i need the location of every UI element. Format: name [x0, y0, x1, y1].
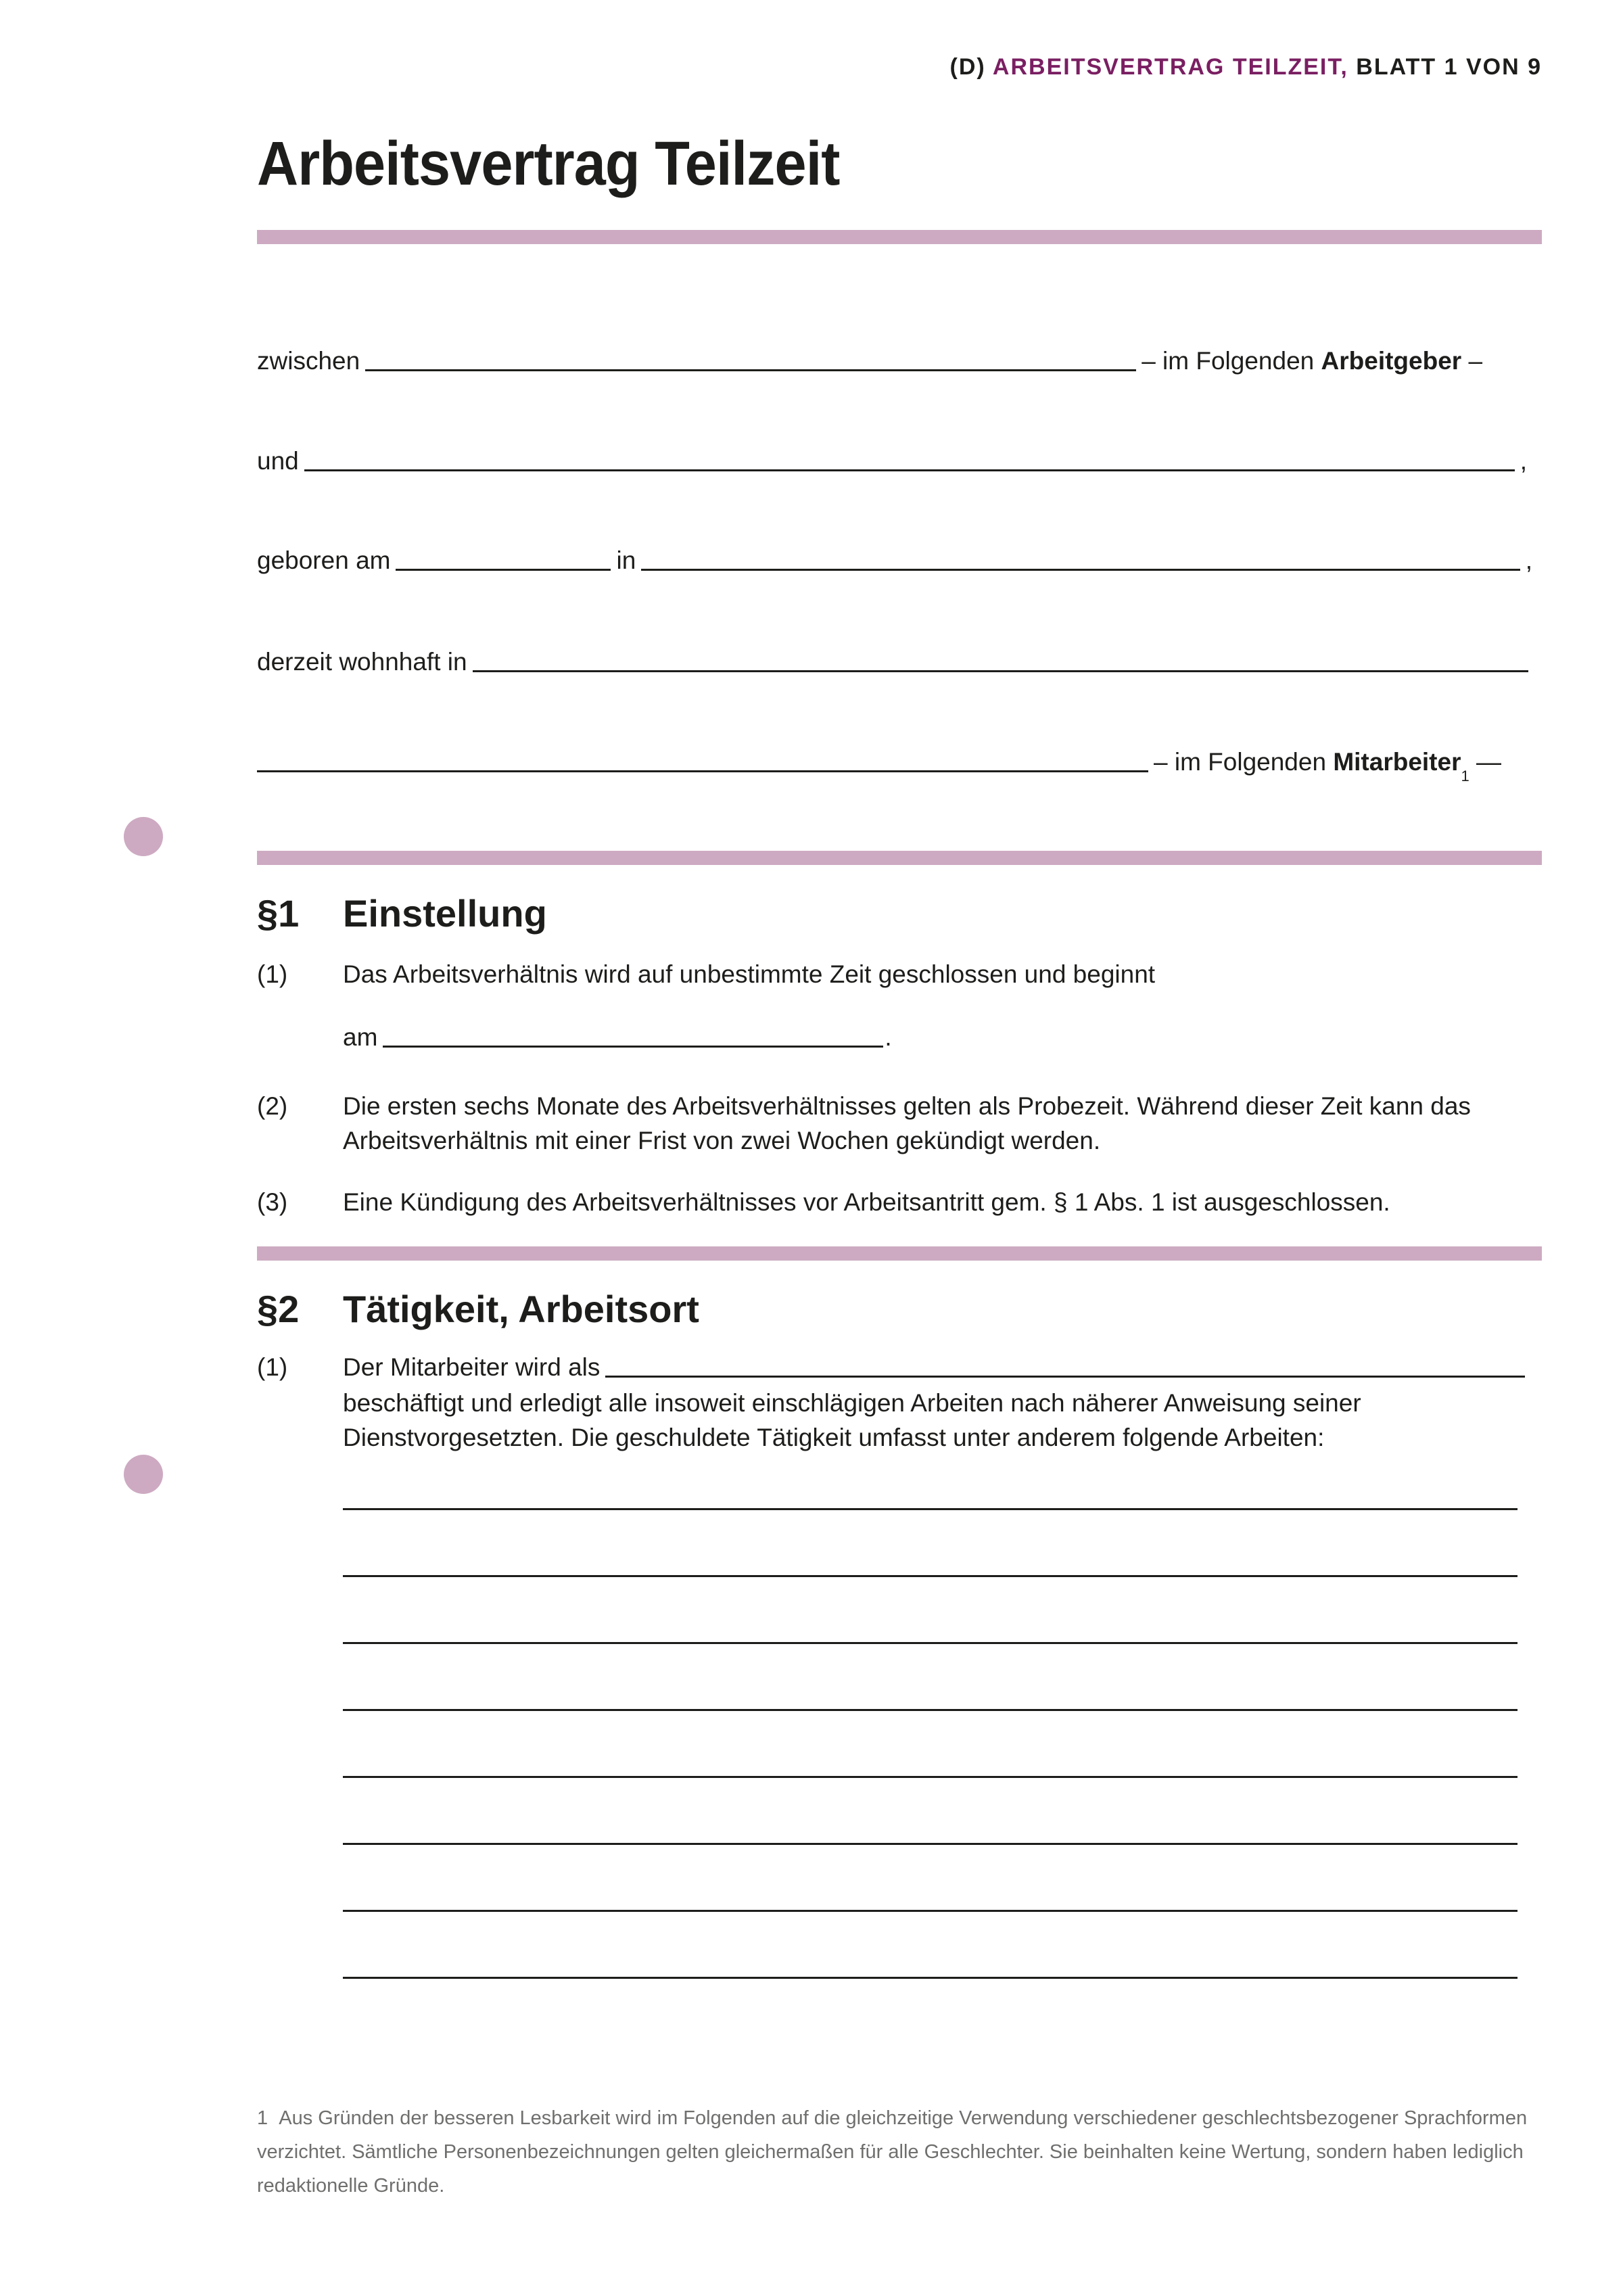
employee-term: Mitarbeiter [1333, 748, 1461, 776]
header-prefix: (D) [949, 54, 993, 80]
residence-row [257, 642, 1542, 676]
employer-name-field[interactable] [365, 369, 1136, 371]
residence-field[interactable] [473, 670, 1528, 672]
duty-line-field[interactable] [343, 1977, 1518, 1979]
residence-field-continued[interactable] [257, 770, 1148, 772]
paragraph [257, 1185, 1542, 1219]
duty-line-field[interactable] [343, 1508, 1518, 1510]
footnote [257, 2101, 1542, 2203]
in-label: in [616, 546, 636, 574]
and-end: , [1520, 447, 1527, 475]
born-end: , [1525, 546, 1532, 574]
resident-label: derzeit wohnhaft in [257, 648, 467, 676]
duty-line-field[interactable] [343, 1709, 1518, 1711]
paragraph [343, 1386, 1526, 1455]
punch-hole-mark [124, 1455, 163, 1494]
divider-bar [257, 851, 1542, 865]
footnote-text: Aus Gründen der besseren Lesbarkeit wird im Folgenden auf die gleichzeitige Verwendung verschiedener geschlechtsbezogener Sprachformen verzichtet. Sämtliche Personenbezeichnungen gelten gleichermaßen für alle Geschlechter. Sie beinhalten keine Wertung, sondern haben lediglich redaktionelle Gründe. [257, 2107, 1528, 2197]
paragraph-number: (3) [257, 1188, 288, 1216]
start-date-row [343, 1018, 951, 1052]
paragraph-text: Eine Kündigung des Arbeitsverhältnisses vor Arbeitsantritt gem. § 1 Abs. 1 ist ausgeschlossen. [343, 1188, 1390, 1216]
paragraph [257, 1089, 1542, 1158]
duty-line-field[interactable] [343, 1910, 1518, 1912]
employee-suffix: – im Folgenden [1154, 748, 1327, 776]
employer-end: – [1468, 347, 1483, 375]
between-label: zwischen [257, 347, 360, 375]
paragraph-text: Die ersten sechs Monate des Arbeitsverhältnisses gelten als Probezeit. Während dieser Zeit kann das Arbeitsverhältnis mit einer Frist von zwei Wochen gekündigt werden. [343, 1092, 1471, 1154]
and-label: und [257, 447, 299, 475]
duty-line-field[interactable] [343, 1575, 1518, 1577]
section-heading-2 [257, 1287, 699, 1331]
position-lead: Der Mitarbeiter wird als [343, 1353, 601, 1381]
duty-line-field[interactable] [343, 1776, 1518, 1778]
header-doc-name: ARBEITSVERTRAG TEILZEIT, [992, 54, 1348, 80]
employee-name-field[interactable] [304, 469, 1515, 471]
footnote-number: 1 [257, 2107, 268, 2129]
punch-hole-mark [124, 817, 163, 856]
duty-line-field[interactable] [343, 1642, 1518, 1644]
section-title: Einstellung [343, 892, 547, 935]
position-field[interactable] [605, 1376, 1525, 1378]
paragraph-number: (2) [257, 1092, 288, 1120]
section-heading-1 [257, 891, 547, 935]
section-number: §2 [257, 1288, 300, 1330]
page-header [950, 54, 1542, 80]
duty-line-field[interactable] [343, 1843, 1518, 1845]
start-date-field[interactable] [383, 1046, 883, 1048]
paragraph-number: (1) [257, 1353, 288, 1381]
paragraph [257, 957, 1542, 991]
position-row [257, 1348, 1542, 1382]
page-title: Arbeitsvertrag Teilzeit [257, 129, 840, 198]
paragraph-text: Das Arbeitsverhältnis wird auf unbestimmte Zeit geschlossen und beginnt [343, 960, 1156, 988]
section-number: §1 [257, 892, 300, 935]
employee-name-row [257, 442, 1542, 475]
born-label: geboren am [257, 546, 391, 574]
employer-term: Arbeitgeber [1321, 347, 1462, 375]
employer-suffix: – im Folgenden [1142, 347, 1315, 375]
employer-row [257, 342, 1542, 375]
paragraph-number: (1) [257, 960, 288, 988]
section-title: Tätigkeit, Arbeitsort [343, 1288, 699, 1330]
start-date-end: . [885, 1023, 892, 1051]
start-date-label: am [343, 1023, 378, 1051]
employee-end: — [1476, 748, 1502, 776]
birth-place-field[interactable] [641, 569, 1520, 571]
header-sheet-indicator: BLATT 1 VON 9 [1348, 54, 1542, 80]
divider-bar [257, 1246, 1542, 1261]
birth-date-field[interactable] [396, 569, 611, 571]
paragraph-text: beschäftigt und erledigt alle insoweit einschlägigen Arbeiten nach näherer Anweisung seiner Dienstvorgesetzten. Die geschuldete Tätigkeit umfasst unter anderem folgende Arbeiten: [343, 1389, 1361, 1451]
birth-row [257, 541, 1542, 575]
employee-designation-row: – im Folgenden Mitarbeiter 1 — [257, 743, 1542, 776]
divider-bar [257, 230, 1542, 244]
